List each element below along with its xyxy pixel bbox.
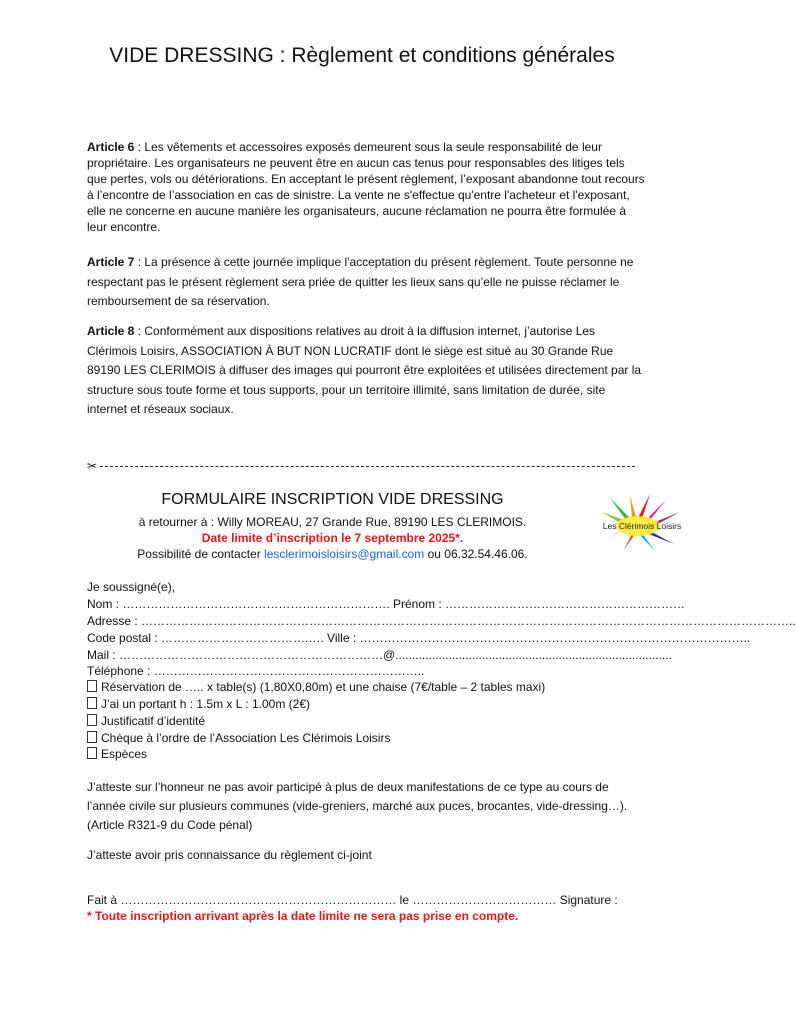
option-label: Justificatif d’identité: [101, 714, 206, 728]
signer-intro: Je soussigné(e),: [87, 580, 176, 594]
option-portant[interactable]: [87, 697, 310, 711]
fait-a-signature-field[interactable]: Fait à …………………………………………………………… le ……………………………… Signature :: [87, 893, 618, 907]
return-address: à retourner à : Willy MOREAU, 27 Grande Rue, 89190 LES CLERIMOIS.: [138, 515, 527, 529]
attestation-honneur: J’atteste sur l’honneur ne pas avoir participé à plus de deux manifestations de ce type au cours de l’année civile sur plusieurs communes (vide-greniers, marché aux puces, brocantes, vide-dressing…). (Article R321-9 du Code pénal): [87, 780, 628, 832]
option-especes[interactable]: [87, 747, 147, 761]
telephone-field[interactable]: Téléphone : …………………………………………………………..: [87, 664, 425, 678]
option-cheque[interactable]: [87, 731, 390, 745]
article-7: [87, 253, 647, 312]
article-8-label: Article 8: [87, 324, 135, 338]
article-8: [87, 322, 647, 420]
contact-email-link[interactable]: lesclerimoisloisirs@gmail.com: [264, 547, 425, 561]
form-title: FORMULAIRE INSCRIPTION VIDE DRESSING: [161, 491, 504, 508]
dashed-separator: [100, 466, 635, 467]
article-6-text: : Les vêtements et accessoires exposés demeurent sous la seule responsabilité de leur propriétaire. Les organisateurs ne peuvent être en aucun cas tenus pour responsables des litiges tels que pertes, vols ou détériorations. En acceptant le présent règlement, l’exposant abandonne tout recours à l’encontre de l’association en cas de sinistre. La vente ne s'effectue qu'entre l'acheteur et l'exposant, elle ne concerne en aucune manière les organisateurs, aucune réclamation ne pourra être formulée à leur encontre.: [87, 140, 645, 234]
logo-text: Les Clérimois Loisirs: [602, 521, 682, 531]
nom-prenom-field[interactable]: Nom : …………………………………………………………. Prénom : ……………………………………………………: [87, 597, 686, 611]
article-7-text: : La présence à cette journée implique l'acceptation du présent règlement. Toute personne ne respectant pas le présent règlement sera priée de quitter les lieux sans qu’elle ne puisse réclamer le remboursement de sa réservation.: [87, 255, 634, 308]
contact-suffix: ou 06.32.54.46.06.: [424, 547, 528, 561]
code-postal-ville-field[interactable]: Code postal : ……………………………….…. Ville : ……………………………………………………………………………………..: [87, 631, 751, 645]
contact-prefix: Possibilité de contacter: [137, 547, 265, 561]
article-7-label: Article 7: [87, 255, 135, 269]
option-label: Espèces: [101, 747, 148, 761]
article-6-label: Article 6: [87, 140, 135, 154]
option-reservation[interactable]: [87, 680, 545, 694]
attestation-reglement: J’atteste avoir pris connaissance du règlement ci-joint: [87, 848, 372, 862]
checkbox-icon[interactable]: [87, 731, 97, 743]
mail-field[interactable]: Mail : …………………………………………………………@...................................................................................: [87, 648, 672, 662]
checkbox-icon[interactable]: [87, 714, 97, 726]
article-6: [87, 139, 647, 235]
option-justificatif[interactable]: [87, 714, 205, 728]
scissors-icon: ✂: [87, 459, 98, 473]
association-logo: [600, 494, 686, 552]
option-label: J’ai un portant h : 1.5m x L : 1.00m (2€): [101, 697, 310, 711]
adresse-field[interactable]: Adresse : ………………………………………………………………………………………………………………………………………………..: [87, 614, 796, 628]
option-label: Chèque à l’ordre de l’Association Les Clérimois Loisirs: [101, 731, 391, 745]
deadline-notice: Date limite d’inscription le 7 septembre 2025*.: [201, 531, 464, 545]
late-warning: * Toute inscription arrivant après la date limite ne sera pas prise en compte.: [87, 909, 519, 923]
option-label: Réservation de ….. x table(s) (1,80X0,80m) et une chaise (7€/table – 2 tables maxi): [101, 680, 546, 694]
checkbox-icon[interactable]: [87, 747, 97, 759]
page-title: VIDE DRESSING : Règlement et conditions générales: [109, 44, 615, 67]
cut-line: [87, 459, 635, 473]
checkbox-icon[interactable]: [87, 680, 97, 692]
checkbox-icon[interactable]: [87, 697, 97, 709]
article-8-text: : Conformément aux dispositions relatives au droit à la diffusion internet, j’autorise Les Clérimois Loisirs, ASSOCIATION À BUT NON LUCRATIF dont le siège est situé au 30 Grande Rue 89190 LES CLERIMOIS à diffuser des images qui pourront être exploitées et utilisées directement par la structure sous toute forme et tous supports, pour un territoire illimité, sans limitation de durée, site internet et réseaux sociaux.: [87, 324, 642, 416]
contact-line: [0, 547, 665, 561]
